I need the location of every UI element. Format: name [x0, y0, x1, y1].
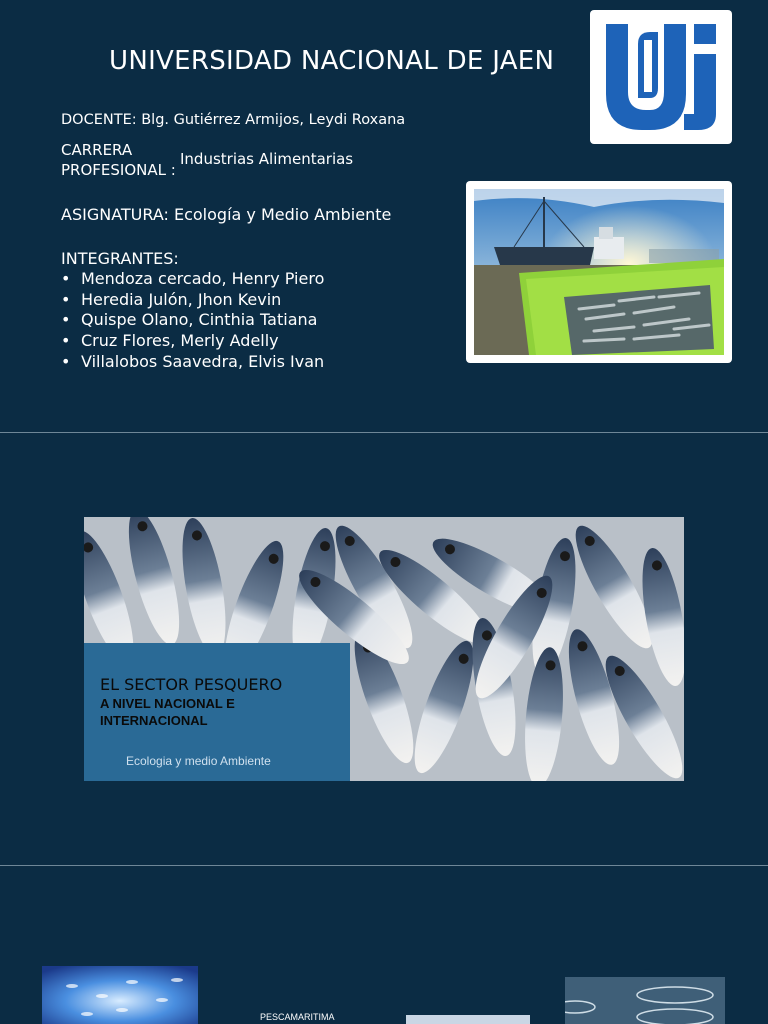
caption-subtitle: A NIVEL NACIONAL E INTERNACIONAL	[100, 696, 235, 728]
pesca-maritima-label: PESCAMARITIMA	[260, 1012, 335, 1022]
integrantes-label: INTEGRANTES:	[61, 249, 179, 268]
slide-pesca-maritima	[0, 866, 768, 1024]
member-item: • Cruz Flores, Merly Adelly	[61, 331, 324, 352]
sea-thumbnail	[406, 1015, 530, 1024]
docente-line: DOCENTE: Blg. Gutiérrez Armijos, Leydi Roxana	[61, 112, 406, 128]
fish-school-image	[42, 966, 198, 1024]
members-list	[61, 269, 324, 373]
university-title: UNIVERSIDAD NACIONAL DE JAEN	[109, 46, 555, 76]
member-item: • Heredia Julón, Jhon Kevin	[61, 290, 324, 311]
cover-caption-box	[84, 643, 350, 781]
slide-title-sector	[0, 433, 768, 865]
caption-title: EL SECTOR PESQUERO	[100, 675, 283, 694]
slide-cover	[0, 0, 768, 432]
unj-logo-icon	[598, 18, 724, 136]
fishing-port-photo	[466, 181, 732, 363]
member-item: • Mendoza cercado, Henry Piero	[61, 269, 324, 290]
university-logo	[590, 10, 732, 144]
carrera-value: Industrias Alimentarias	[180, 150, 354, 168]
asignatura-line: ASIGNATURA: Ecología y Medio Ambiente	[61, 205, 392, 224]
caption-course: Ecologia y medio Ambiente	[126, 754, 271, 768]
carrera-label: CARRERA PROFESIONAL :	[61, 141, 176, 179]
fish-farm-image	[565, 977, 725, 1024]
fish-cover-image	[84, 517, 684, 781]
port-image	[474, 189, 724, 355]
member-item: • Villalobos Saavedra, Elvis Ivan	[61, 352, 324, 373]
member-item: • Quispe Olano, Cinthia Tatiana	[61, 310, 324, 331]
